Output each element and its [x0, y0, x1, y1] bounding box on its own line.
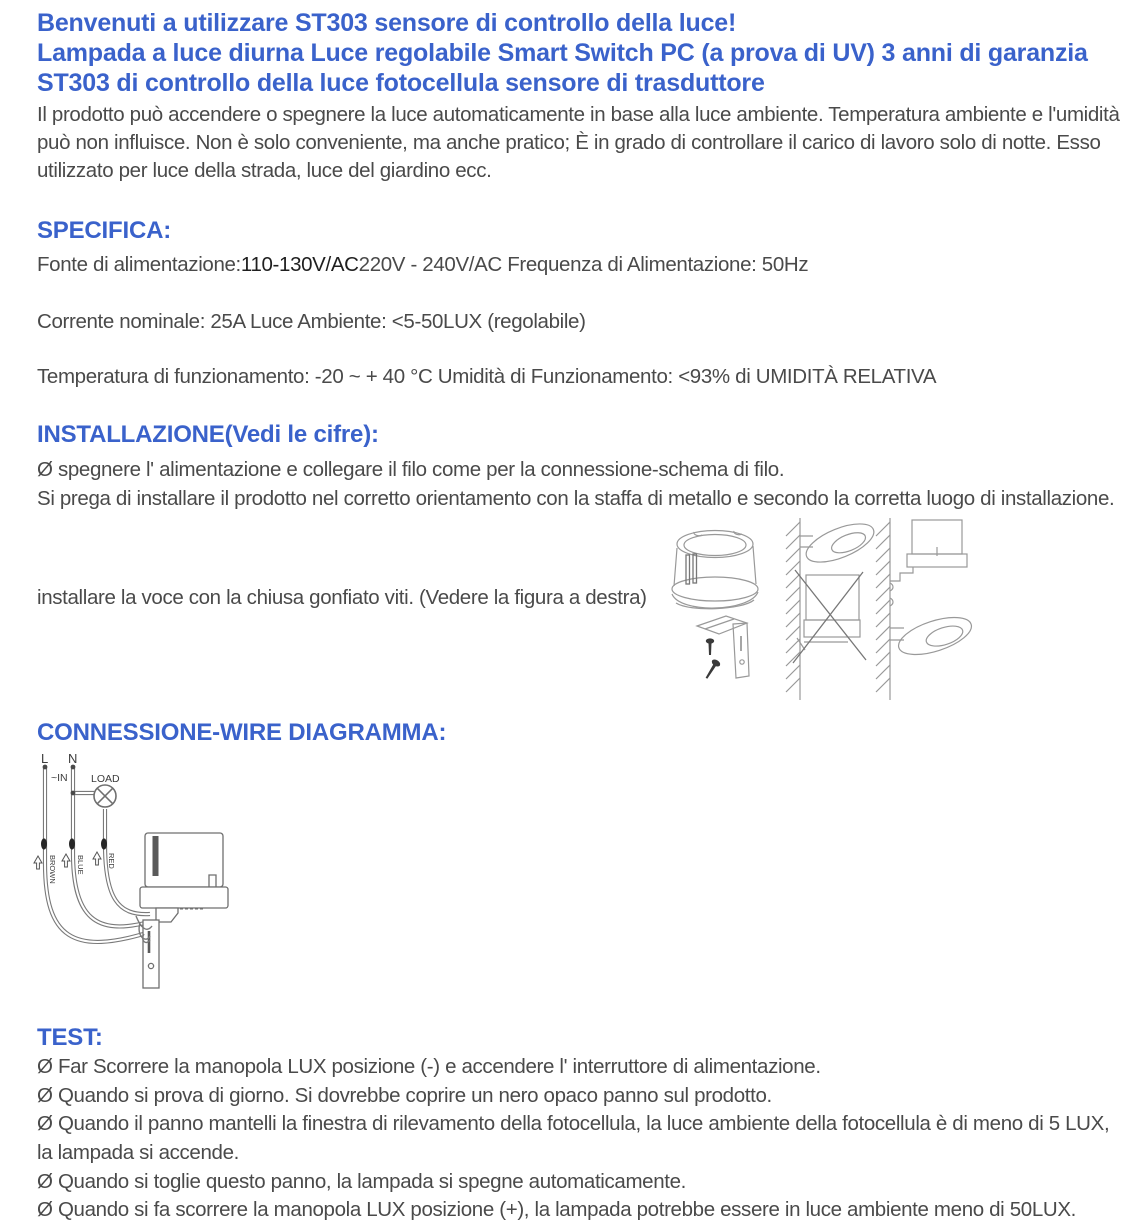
test-step-2: Ø Quando si prova di giorno. Si dovrebbe coprire un nero opaco panno sul prodotto.: [37, 1084, 772, 1107]
brown-wire-label: BROWN: [48, 855, 57, 884]
screw-icon: [706, 638, 714, 655]
wall-hatching: [876, 522, 890, 692]
red-wire-label: RED: [107, 853, 116, 869]
sensor-device-drawing: [140, 833, 228, 988]
spec-power-prefix: Fonte di alimentazione:: [37, 253, 241, 276]
wire-connectors: [41, 838, 107, 849]
wiring-diagram: [28, 748, 240, 993]
neutral-label: N: [68, 751, 78, 766]
installazione-heading: INSTALLAZIONE(Vedi le cifre):: [37, 421, 379, 448]
load-label: LOAD: [91, 773, 120, 785]
junction-dot: [71, 791, 76, 796]
input-label: ~IN: [51, 772, 68, 784]
live-label: L: [41, 751, 49, 766]
intro-line-3: utilizzato per luce della strada, luce del giardino ecc.: [37, 159, 492, 182]
installation-figures-illustration: [650, 510, 1125, 705]
connessione-heading: CONNESSIONE-WIRE DIAGRAMMA:: [37, 719, 447, 746]
test-heading: TEST:: [37, 1024, 103, 1051]
wall-hatching: [786, 522, 800, 692]
title-line-2: Lampada a luce diurna Luce regolabile Smart Switch PC (a prova di UV) 3 anni di garanzia: [37, 39, 1088, 67]
lamp-symbol-icon: [94, 785, 116, 807]
blue-wire-label: BLUE: [76, 855, 85, 875]
sensor-with-bracket-figure: [672, 531, 758, 681]
test-step-3: Ø Quando il panno mantelli la finestra di rilevamento della fotocellula, la luce ambiente della fotocellula è di meno di 5 LUX,: [37, 1112, 1110, 1135]
specifica-heading: SPECIFICA:: [37, 217, 172, 244]
screw-icon: [703, 658, 722, 681]
installazione-step-1: Ø spegnere l' alimentazione e collegare il filo come per la connessione-schema di filo.: [37, 458, 785, 481]
test-step-4: Ø Quando si toglie questo panno, la lampada si spegne automaticamente.: [37, 1170, 687, 1193]
correct-installation-figure: [876, 518, 976, 700]
installazione-note: installare la voce con la chiusa gonfiato viti. (Vedere la figura a destra): [37, 586, 647, 609]
title-line-1: Benvenuti a utilizzare ST303 sensore di controllo della luce!: [37, 9, 737, 37]
intro-line-2: può non influisce. Non è solo conveniente, ma anche pratico; È in grado di controllare il carico di lavoro solo di notte. Esso: [37, 131, 1101, 154]
spec-temperature-line: Temperatura di funzionamento: -20 ~ + 40 °C Umidità di Funzionamento: <93% di UMIDITÀ RELATIVA: [37, 365, 937, 388]
test-step-1: Ø Far Scorrere la manopola LUX posizione (-) e accendere l' interruttore di alimentazione.: [37, 1055, 821, 1078]
spec-power-line: [37, 253, 808, 277]
title-line-3: ST303 di controllo della luce fotocellula sensore di trasduttore: [37, 69, 765, 97]
intro-line-1: Il prodotto può accendere o spegnere la luce automaticamente in base alla luce ambiente. Temperatura ambiente e l'umidità: [37, 103, 1120, 126]
spec-current-line: Corrente nominale: 25A Luce Ambiente: <5-50LUX (regolabile): [37, 310, 586, 333]
test-step-3-continued: la lampada si accende.: [37, 1141, 239, 1164]
test-step-5: Ø Quando si fa scorrere la manopola LUX posizione (+), la lampada potrebbe essere in luce ambiente meno di 50LUX.: [37, 1198, 1077, 1221]
wrong-installation-figure: [786, 516, 879, 700]
installazione-step-2: Si prega di installare il prodotto nel corretto orientamento con la staffa di metallo e secondo la corretta luogo di installazione.: [37, 487, 1115, 510]
spec-power-value: 110-130V/AC: [240, 253, 359, 276]
spec-power-suffix: 220V - 240V/AC Frequenza di Alimentazione: 50Hz: [358, 253, 809, 276]
